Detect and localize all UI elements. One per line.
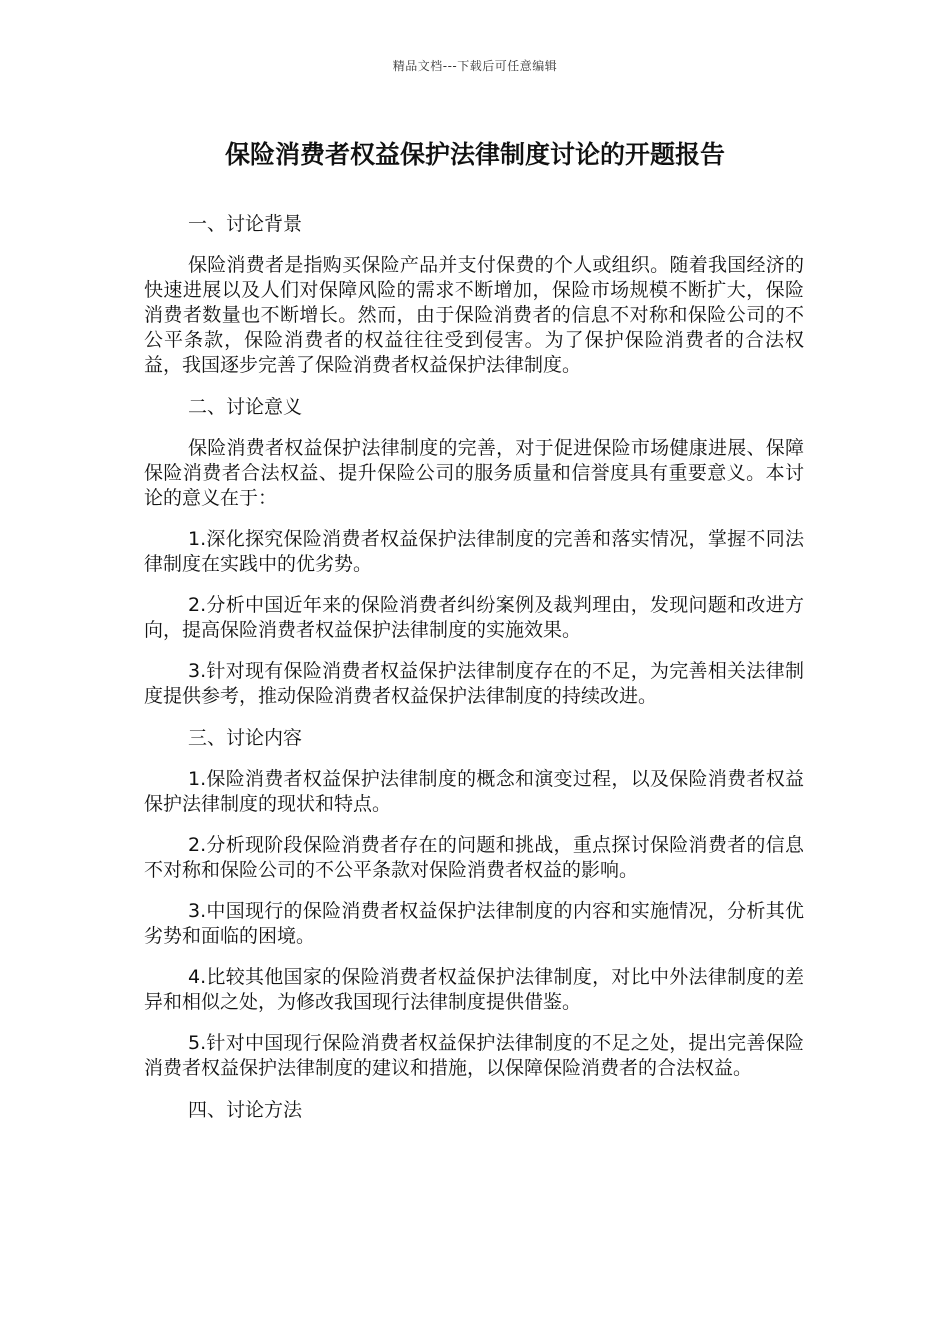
section-heading-significance: 二、讨论意义 [188,396,303,418]
document-body [144,212,804,1123]
section-heading-background: 一、讨论背景 [188,213,303,235]
content-item-5: 5.针对中国现行保险消费者权益保护法律制度的不足之处，提出完善保险消费者权益保护法律制度的建议和措施，以保障保险消费者的合法权益。 [144,1032,804,1079]
document-title: 保险消费者权益保护法律制度讨论的开题报告 [224,140,725,169]
paragraph-background: 保险消费者是指购买保险产品并支付保费的个人或组织。随着我国经济的快速进展以及人们对保障风险的需求不断增加，保险市场规模不断扩大，保险消费者数量也不断增长。然而，由于保险消费者的信息不对称和保险公司的不公平条款，保险消费者的权益往往受到侵害。为了保护保险消费者的合法权益，我国逐步完善了保险消费者权益保护法律制度。 [144,254,804,376]
section-heading-method: 四、讨论方法 [188,1099,303,1121]
significance-item-2: 2.分析中国近年来的保险消费者纠纷案例及裁判理由，发现问题和改进方向，提高保险消费者权益保护法律制度的实施效果。 [144,594,804,641]
significance-item-3: 3.针对现有保险消费者权益保护法律制度存在的不足，为完善相关法律制度提供参考，推动保险消费者权益保护法律制度的持续改进。 [144,660,804,707]
content-item-1: 1.保险消费者权益保护法律制度的概念和演变过程，以及保险消费者权益保护法律制度的现状和特点。 [144,768,804,815]
significance-item-1: 1.深化探究保险消费者权益保护法律制度的完善和落实情况，掌握不同法律制度在实践中的优劣势。 [144,528,804,575]
section-heading-content: 三、讨论内容 [188,727,303,749]
content-item-4: 4.比较其他国家的保险消费者权益保护法律制度，对比中外法律制度的差异和相似之处，为修改我国现行法律制度提供借鉴。 [144,966,804,1013]
header-note: 精品文档---下载后可任意编辑 [392,59,558,73]
paragraph-significance: 保险消费者权益保护法律制度的完善，对于促进保险市场健康进展、保障保险消费者合法权益、提升保险公司的服务质量和信誉度具有重要意义。本讨论的意义在于： [144,437,804,509]
content-item-3: 3.中国现行的保险消费者权益保护法律制度的内容和实施情况，分析其优劣势和面临的困境。 [144,900,804,947]
content-item-2: 2.分析现阶段保险消费者存在的问题和挑战，重点探讨保险消费者的信息不对称和保险公司的不公平条款对保险消费者权益的影响。 [144,834,804,881]
